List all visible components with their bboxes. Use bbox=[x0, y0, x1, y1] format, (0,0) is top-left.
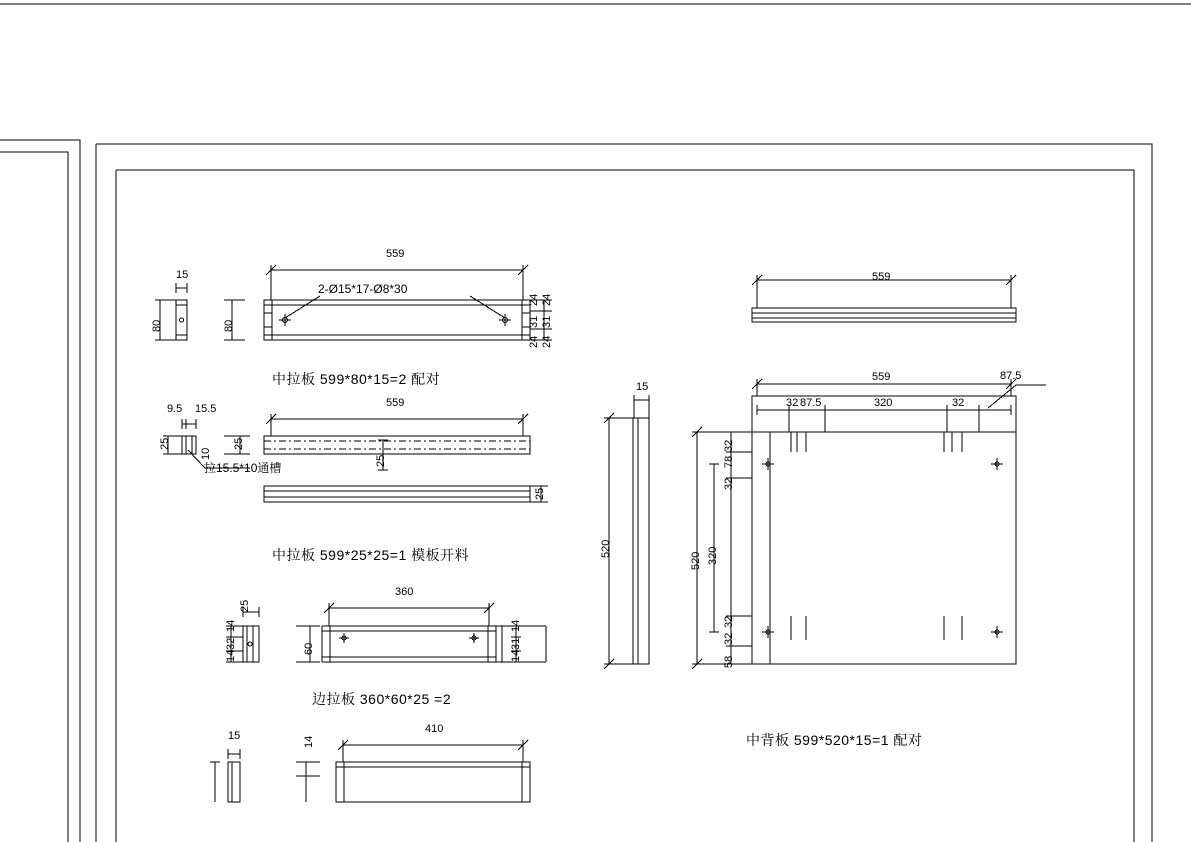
dim-32-top-a-panel5: 32 bbox=[786, 397, 799, 409]
dim-559-strip-panel5: 559 bbox=[872, 271, 891, 283]
dim-410-panel4: 410 bbox=[425, 723, 444, 735]
dim-559-panel5: 559 bbox=[872, 371, 891, 383]
sheet-border-inner bbox=[96, 144, 1152, 842]
dim-320-left-panel5: 320 bbox=[707, 546, 719, 565]
dim-14-a-panel3: 14 bbox=[225, 649, 237, 662]
dim-32-top-b-panel5: 32 bbox=[952, 397, 965, 409]
dim-15-panel4: 15 bbox=[228, 730, 241, 742]
panel-3-side-pull bbox=[226, 603, 546, 662]
dim-15-edge-strip: 15 bbox=[636, 381, 649, 393]
dim-25-left-panel2: 25 bbox=[159, 437, 171, 450]
dim-80-mid-panel1: 80 bbox=[223, 319, 235, 332]
dim-32-left-d-panel5: 32 bbox=[723, 615, 735, 628]
panel-2-title: 中拉板 599*25*25=1 模板开料 bbox=[272, 547, 470, 563]
dim-58-left-panel5: 58 bbox=[723, 655, 735, 668]
dim-31-a-panel1: 31 bbox=[541, 315, 553, 328]
dim-559-panel2: 559 bbox=[386, 397, 405, 409]
dim-9-5-panel2: 9.5 bbox=[167, 403, 183, 415]
dim-10-panel2: 10 bbox=[200, 447, 212, 460]
dim-24-b-panel1: 24 bbox=[541, 335, 553, 348]
dim-15-panel1: 15 bbox=[176, 269, 189, 281]
dim-31-panel3: 31 bbox=[510, 637, 522, 650]
dim-32-left-c-panel5: 32 bbox=[723, 632, 735, 645]
dim-32-panel3: 32 bbox=[225, 637, 237, 650]
dim-78-left-panel5: 78 bbox=[723, 455, 735, 468]
dim-24-c-panel1: 24 bbox=[528, 293, 540, 306]
panel-5-title: 中背板 599*520*15=1 配对 bbox=[746, 732, 923, 748]
dim-15-5-panel2: 15.5 bbox=[195, 403, 217, 415]
panel-1-title: 中拉板 599*80*15=2 配对 bbox=[272, 371, 441, 387]
dim-25-mid-panel2: 25 bbox=[375, 454, 387, 467]
panel-4-bottom-410 bbox=[210, 740, 530, 802]
dim-80-left-panel1: 80 bbox=[151, 319, 163, 332]
sheet-border-outer bbox=[0, 4, 1191, 842]
dim-31-b-panel1: 31 bbox=[528, 315, 540, 328]
dim-520-left-panel5: 520 bbox=[690, 551, 702, 570]
dim-14-panel4: 14 bbox=[303, 735, 315, 748]
dim-25-b-panel2: 25 bbox=[233, 437, 245, 450]
groove-note-panel2: 拉15.5*10通槽 bbox=[204, 461, 282, 475]
dim-25-top-panel3: 25 bbox=[239, 599, 251, 612]
dim-14-b-panel3: 14 bbox=[225, 619, 237, 632]
panel-2-middle-pull-25 bbox=[163, 414, 548, 502]
panel-5-middle-back bbox=[692, 275, 1046, 669]
dim-360-panel3: 360 bbox=[395, 586, 414, 598]
panel-3-title: 边拉板 360*60*25 =2 bbox=[312, 691, 452, 707]
dim-24-a-panel1: 24 bbox=[541, 293, 553, 306]
dim-87-5-top-panel5: 87.5 bbox=[800, 397, 822, 409]
dim-559-panel1: 559 bbox=[386, 248, 405, 260]
dim-14-d-panel3: 14 bbox=[510, 619, 522, 632]
hole-note-panel1: 2-Ø15*17-Ø8*30 bbox=[318, 282, 408, 296]
dim-32-left-b-panel5: 32 bbox=[723, 477, 735, 490]
dim-60-panel3: 60 bbox=[303, 642, 315, 655]
dim-87-5-corner-panel5: 87.5 bbox=[1000, 370, 1022, 382]
dim-25-right-panel2: 25 bbox=[534, 487, 546, 500]
dim-14-c-panel3: 14 bbox=[510, 649, 522, 662]
edge-strip-vertical bbox=[604, 395, 649, 669]
dim-32-left-a-panel5: 32 bbox=[723, 439, 735, 452]
panel-1-middle-pull-80 bbox=[155, 265, 552, 340]
dim-520-edge-strip: 520 bbox=[600, 539, 612, 558]
dim-320-top-panel5: 320 bbox=[874, 397, 893, 409]
dim-24-d-panel1: 24 bbox=[528, 335, 540, 348]
